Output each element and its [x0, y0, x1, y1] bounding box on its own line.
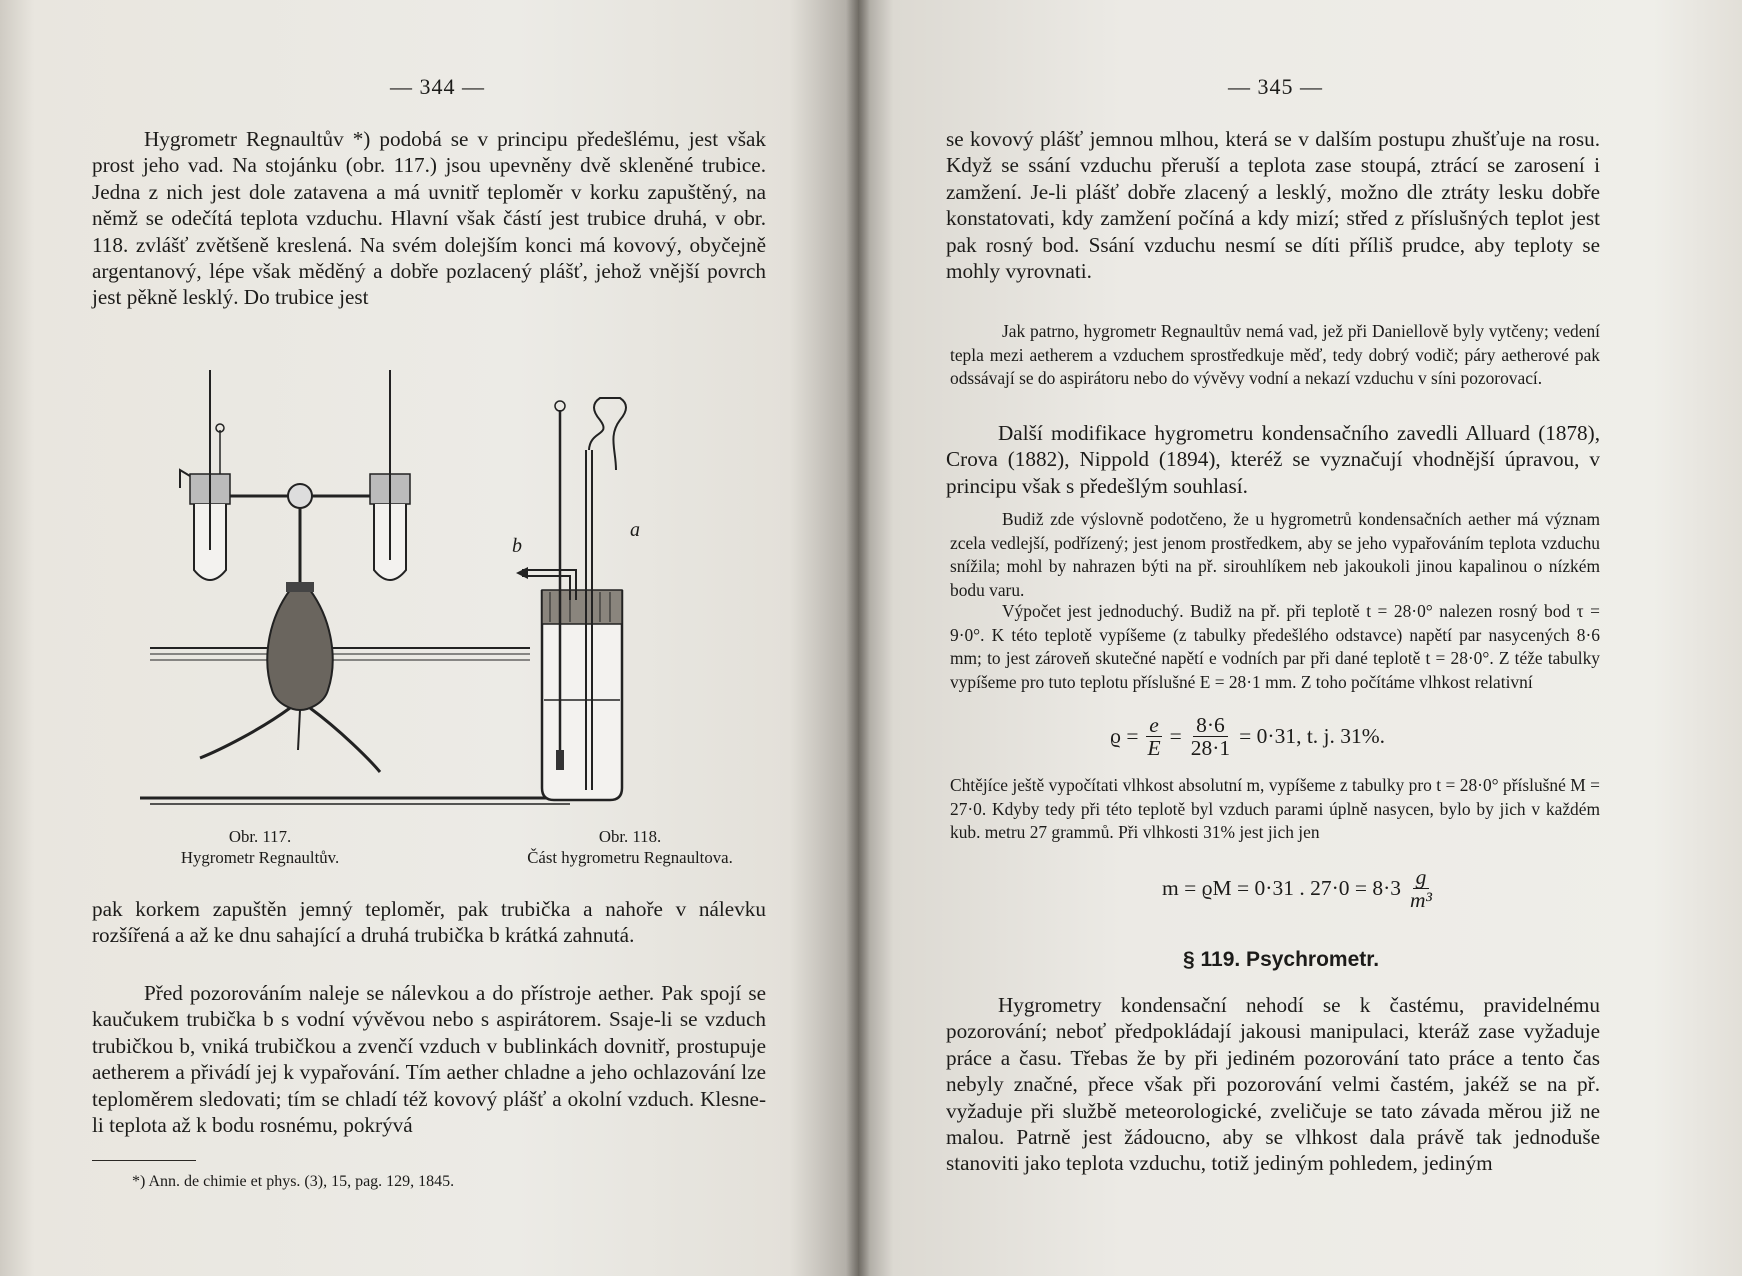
figure-117-118-illustration: [140, 370, 700, 810]
right-small-note-3-text: Výpočet jest jednoduchý. Budiž na př. při teplotě t = 28·0° nalezen rosný bod τ = 9·0°. K této teplotě vypíšeme (z tabulky předešlého odstavce) napětí par nasycených 8·6 mm; to jest zároveň skutečné napětí e vodních par při dané teplotě t = 28·0°. Z téže tabulky vypíšeme pro tuto teplotu příslušné E = 28·1 mm. Z toho počítáme vlhkost relativní: [950, 601, 1600, 692]
left-paragraph-3-text: Před pozorováním naleje se nálevkou a do přístroje aether. Pak spojí se kaučukem trubička b s vodní vývěvou nebo s aspirátorem. Ssaje-li se vzduch trubičkou b, vniká trubičkou a zvenčí vzduch v bublinkách dovnitř, prostupuje aetherem a přivádí jej k vypařování. Tím aether chladne a jeho ochlazování lze teploměrem sledovati; tím se chladí též kovový plášť a okolní vzduch. Klesne-li teplota až k bodu rosnému, pokrývá: [92, 981, 766, 1138]
formula2-lhs: m = ϱM = 0·31 . 27·0 = 8·3: [1162, 876, 1402, 900]
right-small-note-1-text: Jak patrno, hygrometr Regnaultův nemá vad, jež při Daniellově byly vytčeny; vedení tepla mezi aetherem a vzduchem sprostředkuje měď, tedy dobrý vodič; páry aetherové pak odssávají se do aspirátoru nebo do vývěvy vodní a nekazí vzduchu v síni pozorovací.: [950, 321, 1600, 388]
formula1-fraction-1: [1144, 714, 1163, 759]
formula1-frac2-num: 8·6: [1193, 714, 1228, 737]
formula1-lhs: ϱ =: [1110, 724, 1139, 748]
figure-118-label-b: b: [512, 535, 522, 557]
figure-117-number: Obr. 117.: [228, 827, 292, 846]
figure-117-caption-block: [150, 826, 370, 868]
right-paragraph-3-text: Hygrometry kondensační nehodí se k častému, pravidelnému pozorování; neboť předpokládají jakousi manipulaci, kteráž zase vyžaduje práce a času. Třebas že by při jediném pozorování tato práce a tento čas nebyly značné, přece však při pozorování velmi častém, jakéž se na př. vyžaduje při službě meteorologické, zveličuje se tato závada měrou již ne malou. Patrně jest žádoucno, aby se vlhkost dala právě tak jednoduše stanoviti jako teplota vzduchu, totiž jediným pohledem, jediným: [946, 993, 1600, 1176]
left-paragraph-2-text: pak korkem zapuštěn jemný teploměr, pak trubička a nahoře v nálevku rozšířená a až ke dnu sahající a druhá trubička b krátká zahnutá.: [92, 897, 766, 948]
formula1-fraction-2: [1188, 714, 1233, 759]
formula-relative-humidity: [1110, 714, 1385, 759]
formula2-fraction: [1407, 866, 1435, 911]
left-paragraph-1: [92, 126, 766, 311]
right-small-note-4-text: Chtějíce ještě vypočítati vlhkost absolutní m, vypíšeme z tabulky pro t = 28·0° příslušné M = 27·0. Kdyby tedy při této teplotě byl vzduch parami úplně nasycen, bylo by jich v každém kub. metru 27 grammů. Při vlhkosti 31% jest jich jen: [950, 775, 1600, 842]
formula1-eq: =: [1169, 724, 1182, 748]
formula-absolute-humidity: [1162, 866, 1435, 911]
right-small-note-2-text: Budiž zde výslovně podotčeno, že u hygrometrů kondensačních aether má význam zcela vedlejší, podřízený; jest jenom prostředkem, aby se jeho vypařováním teplota vzduchu snížila; mohl by nahrazen býti na př. sirouhlíkem neb jakoukoli jinou kapalinou o nízkém bodu varu.: [950, 509, 1600, 600]
section-heading: § 119. Psychrometr.: [1183, 948, 1380, 971]
right-small-note-4: [950, 774, 1600, 845]
right-paragraph-2: [946, 420, 1600, 499]
figure-118-caption-block: [488, 826, 772, 868]
formula1-frac2-den: 28·1: [1190, 736, 1231, 760]
figure-117-drawing: [140, 370, 580, 804]
page-number-right: — 345 —: [1228, 74, 1323, 99]
figure-118-caption: Část hygrometru Regnaultova.: [527, 848, 733, 867]
formula2-frac-num: g: [1413, 866, 1430, 889]
left-paragraph-2: [92, 896, 766, 949]
left-paragraph-1-text: Hygrometr Regnaultův *) podobá se v principu předešlému, jest však prost jeho vad. Na stojánku (obr. 117.) jsou upevněny dvě skleněné trubice. Jedna z nich jest dole zatavena a má uvnitř teploměr v korku zapuštěný, na němž se odečítá teplota vzduchu. Hlavní však částí jest trubice druhá, v obr. 118. zvlášť zvětšeně kreslená. Na svém dolejším konci má kovový, obyčejně argentanový, lépe však měděný a dobře pozlacený plášť, jehož vnější povrch jest pěkně lesklý. Do trubice jest: [92, 127, 766, 310]
footnote: *) Ann. de chimie et phys. (3), 15, pag. 129, 1845.: [132, 1173, 455, 1190]
right-paragraph-3: [946, 992, 1600, 1177]
figure-118-label-a: a: [630, 519, 640, 541]
left-paragraph-3: [92, 980, 766, 1138]
right-paragraph-1: [946, 126, 1600, 284]
right-small-note-1: [950, 320, 1600, 391]
formula2-frac-den: m³: [1410, 888, 1432, 912]
figure-118-drawing: [512, 398, 640, 800]
footnote-rule: [92, 1160, 196, 1161]
formula1-frac1-den: E: [1147, 736, 1161, 760]
figure-117-caption: Hygrometr Regnaultův.: [180, 848, 340, 867]
page-number-left: — 344 —: [390, 74, 485, 99]
right-small-note-3: [950, 600, 1600, 694]
right-paragraph-2-text: Další modifikace hygrometru kondensačního zavedli Alluard (1878), Crova (1882), Nippold (1894), kteréž se vyznačují vhodnější úpravou, v principu však s předešlým souhlasí.: [946, 421, 1600, 498]
formula1-rhs: = 0·31, t. j. 31%.: [1239, 724, 1386, 748]
figure-118-number: Obr. 118.: [598, 827, 662, 846]
formula1-frac1-num: e: [1146, 714, 1162, 737]
left-page: [0, 0, 858, 1276]
book-gutter: [846, 0, 870, 1276]
right-small-note-2: [950, 508, 1600, 602]
right-paragraph-1-text: se kovový plášť jemnou mlhou, která se v dalším postupu zhušťuje na rosu. Když se ssání vzduchu přeruší a teplota zase stoupá, ztrácí se zarosení i zamžení. Je-li plášť dobře zlacený a lesklý, možno dle ztráty lesku dobře konstatovati, kdy zamžení počíná a kdy mizí; střed z příslušných teplot jest pak rosný bod. Ssání vzduchu nesmí se díti příliš prudce, aby teploty se mohly vyrovnati.: [946, 127, 1600, 284]
